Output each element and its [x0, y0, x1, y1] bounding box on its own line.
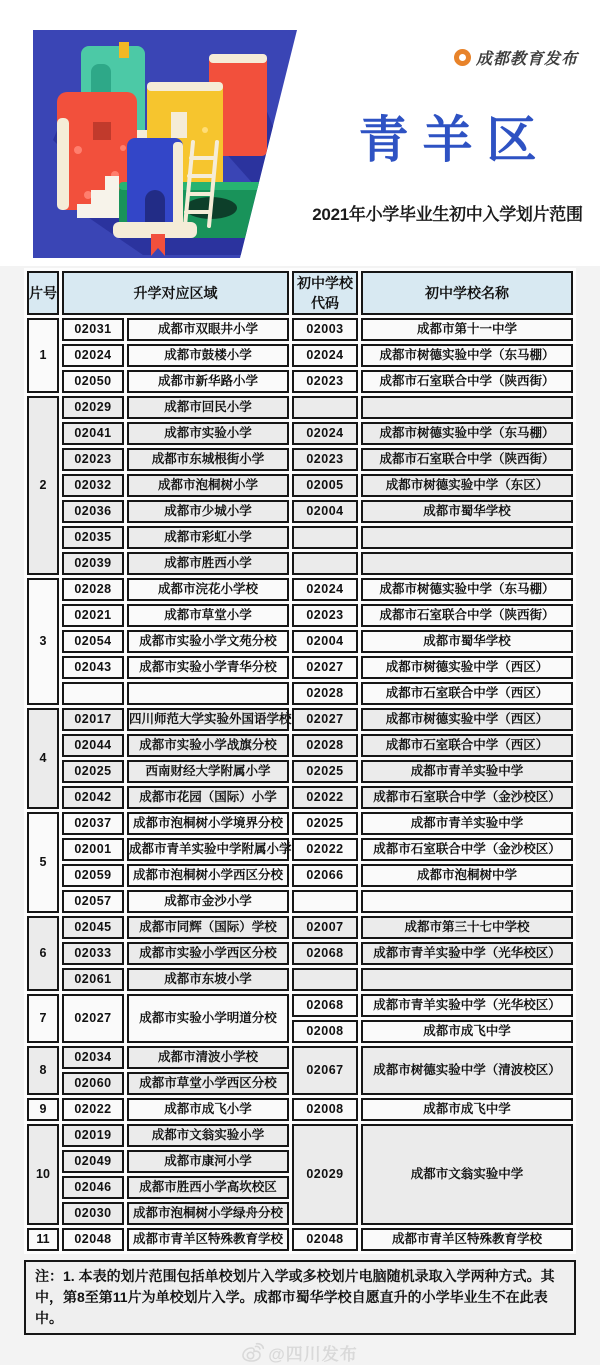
watermark-text: @四川发布 [268, 1345, 358, 1364]
primary-code-cell: 02019 [62, 1124, 124, 1147]
primary-code-cell: 02039 [62, 552, 124, 575]
primary-school-cell: 成都市实验小学明道分校 [127, 994, 289, 1043]
table-row [27, 448, 573, 471]
middle-code-cell: 02048 [292, 1228, 358, 1251]
primary-school-cell: 成都市东城根街小学 [127, 448, 289, 471]
col-header-area: 升学对应区域 [62, 271, 289, 315]
primary-school-cell: 成都市清波小学校 [127, 1046, 289, 1069]
table-row [27, 578, 573, 601]
district-table [24, 268, 576, 1254]
table-header-row [27, 271, 573, 315]
primary-code-cell: 02028 [62, 578, 124, 601]
primary-school-cell: 成都市康河小学 [127, 1150, 289, 1173]
middle-code-cell: 02028 [292, 734, 358, 757]
primary-school-cell: 四川师范大学实验外国语学校 [127, 708, 289, 731]
piece-cell: 2 [27, 396, 59, 575]
piece-cell: 10 [27, 1124, 59, 1225]
primary-school-cell: 成都市彩虹小学 [127, 526, 289, 549]
middle-school-cell: 成都市树德实验中学（西区） [361, 708, 573, 731]
middle-code-cell: 02003 [292, 318, 358, 341]
primary-school-cell: 成都市青羊实验中学附属小学 [127, 838, 289, 861]
primary-code-cell: 02032 [62, 474, 124, 497]
books-illustration [33, 30, 297, 258]
header-banner [0, 0, 600, 266]
table-row [27, 994, 573, 1017]
primary-school-cell: 成都市实验小学青华分校 [127, 656, 289, 679]
middle-code-cell: 02022 [292, 786, 358, 809]
table-row [27, 422, 573, 445]
middle-school-cell: 成都市树德实验中学（东马棚） [361, 344, 573, 367]
primary-code-cell: 02029 [62, 396, 124, 419]
middle-code-cell [292, 968, 358, 991]
primary-school-cell: 成都市草堂小学西区分校 [127, 1072, 289, 1095]
table-row [27, 630, 573, 653]
table-row [27, 1046, 573, 1069]
middle-code-cell: 02023 [292, 604, 358, 627]
table-row [27, 500, 573, 523]
primary-school-cell: 成都市新华路小学 [127, 370, 289, 393]
primary-code-cell: 02036 [62, 500, 124, 523]
table-row [27, 864, 573, 887]
primary-code-cell: 02034 [62, 1046, 124, 1069]
primary-code-cell: 02054 [62, 630, 124, 653]
middle-school-cell: 成都市蜀华学校 [361, 500, 573, 523]
middle-code-cell: 02007 [292, 916, 358, 939]
table-row [27, 526, 573, 549]
primary-school-cell: 成都市少城小学 [127, 500, 289, 523]
middle-code-cell: 02023 [292, 370, 358, 393]
primary-code-cell: 02030 [62, 1202, 124, 1225]
middle-code-cell: 02067 [292, 1046, 358, 1095]
table-row [27, 916, 573, 939]
table-row [27, 1228, 573, 1251]
primary-code-cell: 02042 [62, 786, 124, 809]
middle-school-cell: 成都市蜀华学校 [361, 630, 573, 653]
middle-code-cell: 02027 [292, 656, 358, 679]
middle-school-cell: 成都市树德实验中学（西区） [361, 656, 573, 679]
table-row [27, 474, 573, 497]
primary-code-cell: 02044 [62, 734, 124, 757]
primary-school-cell: 成都市实验小学西区分校 [127, 942, 289, 965]
col-header-piece: 片号 [27, 271, 59, 315]
primary-code-cell: 02048 [62, 1228, 124, 1251]
middle-school-cell: 成都市树德实验中学（东区） [361, 474, 573, 497]
table-row [27, 318, 573, 341]
middle-school-cell: 成都市文翁实验中学 [361, 1124, 573, 1225]
primary-school-cell: 成都市东坡小学 [127, 968, 289, 991]
middle-school-cell: 成都市青羊实验中学 [361, 760, 573, 783]
col-header-mid-name: 初中学校名称 [361, 271, 573, 315]
primary-code-cell: 02057 [62, 890, 124, 913]
middle-school-cell: 成都市石室联合中学（西区） [361, 682, 573, 705]
primary-code-cell: 02033 [62, 942, 124, 965]
primary-code-cell: 02061 [62, 968, 124, 991]
primary-code-cell: 02043 [62, 656, 124, 679]
middle-code-cell [292, 890, 358, 913]
primary-school-cell: 成都市泡桐树小学境界分校 [127, 812, 289, 835]
primary-school-cell: 成都市实验小学战旗分校 [127, 734, 289, 757]
middle-code-cell: 02025 [292, 812, 358, 835]
chengdu-education-logo-icon [454, 49, 471, 66]
middle-school-cell [361, 396, 573, 419]
primary-code-cell: 02049 [62, 1150, 124, 1173]
publisher-logo [454, 46, 578, 69]
table-row [27, 812, 573, 835]
middle-code-cell: 02022 [292, 838, 358, 861]
piece-cell: 1 [27, 318, 59, 393]
table-row [27, 968, 573, 991]
primary-school-cell: 成都市鼓楼小学 [127, 344, 289, 367]
middle-school-cell: 成都市青羊实验中学 [361, 812, 573, 835]
middle-school-cell: 成都市第十一中学 [361, 318, 573, 341]
primary-school-cell: 成都市成飞小学 [127, 1098, 289, 1121]
primary-code-cell: 02031 [62, 318, 124, 341]
table-row [27, 344, 573, 367]
publisher-name: 成都教育发布 [475, 51, 578, 68]
primary-code-cell: 02022 [62, 1098, 124, 1121]
page-subtitle: 2021年小学毕业生初中入学划片范围 [312, 205, 583, 224]
primary-code-cell: 02059 [62, 864, 124, 887]
middle-code-cell: 02008 [292, 1098, 358, 1121]
middle-school-cell [361, 526, 573, 549]
primary-code-cell: 02046 [62, 1176, 124, 1199]
primary-school-cell: 成都市实验小学 [127, 422, 289, 445]
table-row [27, 604, 573, 627]
primary-school-cell: 成都市文翁实验小学 [127, 1124, 289, 1147]
middle-code-cell: 02024 [292, 578, 358, 601]
middle-school-cell: 成都市成飞中学 [361, 1020, 573, 1043]
primary-code-cell: 02023 [62, 448, 124, 471]
middle-code-cell [292, 396, 358, 419]
table-row [27, 734, 573, 757]
middle-code-cell: 02004 [292, 630, 358, 653]
middle-school-cell: 成都市青羊区特殊教育学校 [361, 1228, 573, 1251]
middle-code-cell: 02023 [292, 448, 358, 471]
middle-school-cell: 成都市泡桐树中学 [361, 864, 573, 887]
middle-school-cell: 成都市石室联合中学（西区） [361, 734, 573, 757]
primary-school-cell [127, 682, 289, 705]
primary-school-cell: 成都市浣花小学校 [127, 578, 289, 601]
piece-cell: 9 [27, 1098, 59, 1121]
middle-code-cell: 02029 [292, 1124, 358, 1225]
primary-school-cell: 成都市泡桐树小学西区分校 [127, 864, 289, 887]
primary-code-cell: 02041 [62, 422, 124, 445]
table-row [27, 1124, 573, 1147]
primary-code-cell: 02060 [62, 1072, 124, 1095]
piece-cell: 4 [27, 708, 59, 809]
middle-code-cell: 02027 [292, 708, 358, 731]
primary-school-cell: 成都市泡桐树小学绿舟分校 [127, 1202, 289, 1225]
table-row [27, 838, 573, 861]
primary-school-cell: 成都市同辉（国际）学校 [127, 916, 289, 939]
primary-code-cell: 02024 [62, 344, 124, 367]
primary-school-cell: 成都市草堂小学 [127, 604, 289, 627]
table-row [27, 1098, 573, 1121]
primary-school-cell: 成都市青羊区特殊教育学校 [127, 1228, 289, 1251]
primary-code-cell: 02027 [62, 994, 124, 1043]
middle-school-cell [361, 968, 573, 991]
middle-school-cell: 成都市树德实验中学（清波校区） [361, 1046, 573, 1095]
piece-cell: 5 [27, 812, 59, 913]
table-row [27, 370, 573, 393]
primary-school-cell: 西南财经大学附属小学 [127, 760, 289, 783]
piece-cell: 7 [27, 994, 59, 1043]
primary-school-cell: 成都市回民小学 [127, 396, 289, 419]
middle-school-cell: 成都市青羊实验中学（光华校区） [361, 994, 573, 1017]
primary-code-cell: 02050 [62, 370, 124, 393]
page-title: 青羊区 [358, 112, 551, 168]
middle-code-cell: 02025 [292, 760, 358, 783]
primary-code-cell [62, 682, 124, 705]
primary-code-cell: 02017 [62, 708, 124, 731]
middle-code-cell: 02066 [292, 864, 358, 887]
middle-code-cell: 02068 [292, 942, 358, 965]
table-row [27, 760, 573, 783]
banner-text [303, 100, 592, 225]
middle-school-cell: 成都市第三十七中学校 [361, 916, 573, 939]
table-row [27, 890, 573, 913]
middle-code-cell: 02004 [292, 500, 358, 523]
primary-code-cell: 02045 [62, 916, 124, 939]
middle-school-cell: 成都市石室联合中学（陕西街） [361, 448, 573, 471]
primary-code-cell: 02035 [62, 526, 124, 549]
piece-cell: 11 [27, 1228, 59, 1251]
middle-code-cell: 02024 [292, 422, 358, 445]
note-box [24, 1260, 576, 1335]
table-row [27, 552, 573, 575]
primary-school-cell: 成都市泡桐树小学 [127, 474, 289, 497]
primary-code-cell: 02021 [62, 604, 124, 627]
piece-cell: 3 [27, 578, 59, 705]
primary-school-cell: 成都市胜西小学高坎校区 [127, 1176, 289, 1199]
middle-school-cell: 成都市成飞中学 [361, 1098, 573, 1121]
middle-school-cell: 成都市石室联合中学（金沙校区） [361, 838, 573, 861]
middle-school-cell [361, 890, 573, 913]
middle-code-cell [292, 526, 358, 549]
primary-code-cell: 02025 [62, 760, 124, 783]
primary-school-cell: 成都市胜西小学 [127, 552, 289, 575]
table-row [27, 942, 573, 965]
middle-code-cell: 02028 [292, 682, 358, 705]
middle-school-cell: 成都市石室联合中学（陕西街） [361, 370, 573, 393]
weibo-icon [242, 1343, 264, 1362]
middle-code-cell: 02008 [292, 1020, 358, 1043]
primary-code-cell: 02037 [62, 812, 124, 835]
middle-code-cell [292, 552, 358, 575]
middle-code-cell: 02024 [292, 344, 358, 367]
note-text: 注：1. 本表的划片范围包括单校划片入学或多校划片电脑随机录取入学两种方式。其中，第8至第11片为单校划片入学。成都市蜀华学校自愿直升的小学毕业生不在此表中。 [35, 1268, 555, 1326]
table-row [27, 656, 573, 679]
primary-school-cell: 成都市金沙小学 [127, 890, 289, 913]
middle-code-cell: 02005 [292, 474, 358, 497]
middle-code-cell: 02068 [292, 994, 358, 1017]
footer-watermark [0, 1340, 600, 1365]
table-row [27, 396, 573, 419]
middle-school-cell: 成都市树德实验中学（东马棚） [361, 422, 573, 445]
middle-school-cell: 成都市石室联合中学（陕西街） [361, 604, 573, 627]
piece-cell: 8 [27, 1046, 59, 1095]
middle-school-cell: 成都市石室联合中学（金沙校区） [361, 786, 573, 809]
col-header-mid-code: 初中学校代码 [292, 271, 358, 315]
primary-school-cell: 成都市实验小学文苑分校 [127, 630, 289, 653]
primary-school-cell: 成都市花园（国际）小学 [127, 786, 289, 809]
middle-school-cell: 成都市树德实验中学（东马棚） [361, 578, 573, 601]
table-row [27, 708, 573, 731]
middle-school-cell [361, 552, 573, 575]
table-row [27, 682, 573, 705]
table-row [27, 786, 573, 809]
middle-school-cell: 成都市青羊实验中学（光华校区） [361, 942, 573, 965]
primary-code-cell: 02001 [62, 838, 124, 861]
primary-school-cell: 成都市双眼井小学 [127, 318, 289, 341]
piece-cell: 6 [27, 916, 59, 991]
